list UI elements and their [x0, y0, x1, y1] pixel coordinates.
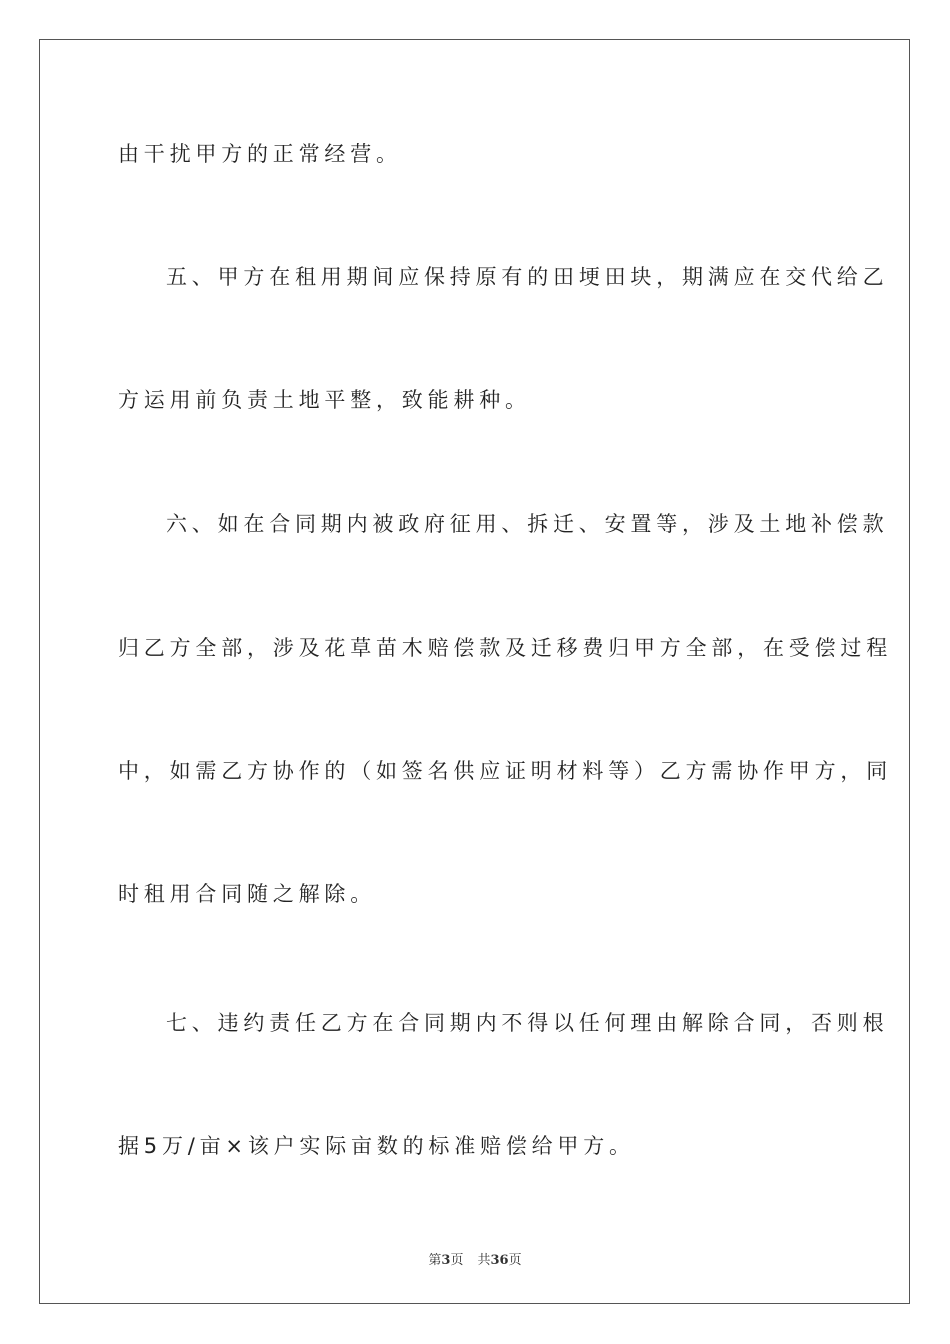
paragraph-line-5: 归乙方全部，涉及花草苗木赔偿款及迁移费归甲方全部，在受偿过程 [118, 636, 892, 660]
paragraph-line-7: 时租用合同随之解除。 [118, 882, 376, 906]
page-number: 3 [441, 1253, 451, 1268]
paragraph-line-4: 六、如在合同期内被政府征用、拆迁、安置等，涉及土地补偿款 [166, 512, 889, 536]
total-suffix: 页 [508, 1253, 522, 1268]
paragraph-line-2: 五、甲方在租用期间应保持原有的田埂田块，期满应在交代给乙 [166, 265, 889, 289]
page-border [39, 39, 910, 1304]
paragraph-line-8: 七、违约责任乙方在合同期内不得以任何理由解除合同，否则根 [166, 1011, 889, 1035]
page-footer [0, 1249, 950, 1268]
total-prefix: 共 [477, 1253, 491, 1268]
paragraph-line-1: 由干扰甲方的正常经营。 [118, 142, 402, 166]
paragraph-line-9: 据5万/亩×该户实际亩数的标准赔偿给甲方。 [118, 1134, 635, 1158]
page-suffix: 页 [450, 1253, 464, 1268]
paragraph-line-6: 中，如需乙方协作的（如签名供应证明材料等）乙方需协作甲方，同 [118, 759, 892, 783]
page-prefix: 第 [428, 1253, 442, 1268]
total-pages: 36 [490, 1253, 509, 1268]
paragraph-line-3: 方运用前负责土地平整，致能耕种。 [118, 388, 531, 412]
